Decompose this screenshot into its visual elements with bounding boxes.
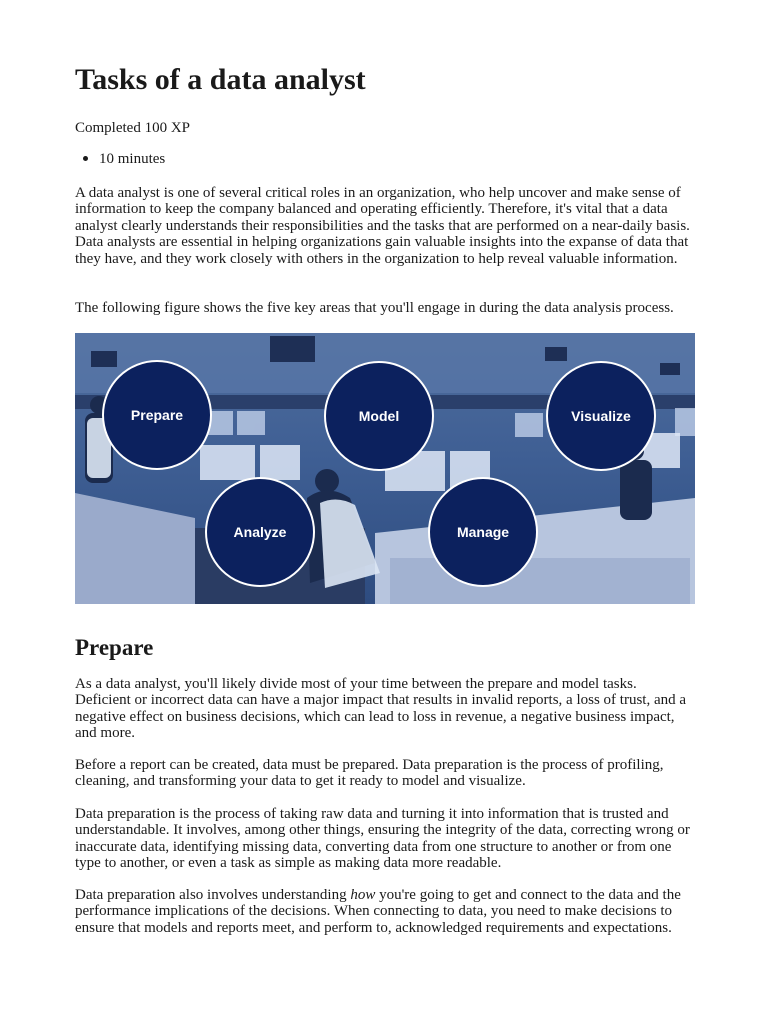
duration-list-item: [99, 150, 165, 168]
prepare-paragraph-4-end: you're going to get and connect to the data and the performance implications of the decisions. When connecting to data, you need to make decisions to ensure that models and reports meet, and perform to, acknowledged requirements and expectations.: [75, 887, 681, 936]
figure-intro-paragraph: The following figure shows the five key areas that you'll engage in during the data analysis process.: [75, 300, 674, 316]
duration-label: 10 minutes: [99, 151, 166, 167]
area-analyze: Analyze: [205, 477, 315, 587]
prepare-paragraph-4: [75, 887, 695, 936]
area-manage: Manage: [428, 477, 538, 587]
prepare-paragraph-1: As a data analyst, you'll likely divide most of your time between the prepare and model tasks. Deficient or incorrect data can have a major impact that results in invalid reports, a loss of trust, and a negative effect on business decisions, which can lead to loss in revenue, a negative business impact, and more.: [75, 676, 687, 742]
area-model: Model: [324, 361, 434, 471]
completed-xp-label: Completed 100 XP: [75, 120, 190, 136]
prepare-paragraph-4-start: Data preparation also involves understanding: [75, 887, 351, 903]
data-analysis-process-figure: [75, 333, 695, 604]
section-heading-prepare: Prepare: [75, 635, 154, 660]
prepare-paragraph-3: Data preparation is the process of taking raw data and turning it into information that is trusted and understandable. It involves, among other things, ensuring the integrity of the data, correcting wrong or inaccurate data, identifying missing data, converting data from one structure to another or from one type to another, or even a task as simple as making data more readable.: [75, 806, 690, 872]
prepare-paragraph-2: Before a report can be created, data must be prepared. Data preparation is the process of profiling, cleaning, and transforming your data to get it ready to model and visualize.: [75, 757, 664, 790]
bullet-icon: [83, 156, 88, 161]
area-visualize: Visualize: [546, 361, 656, 471]
intro-paragraph: A data analyst is one of several critical roles in an organization, who help uncover and make sense of information to keep the company balanced and operating efficiently. Therefore, it's vital that a data analyst clearly understands their responsibilities and the tasks that are performed on a near-daily basis. Data analysts are essential in helping organizations gain valuable insights into the expanse of data that they have, and they work closely with others in the organization to help reveal valuable information.: [75, 185, 690, 267]
area-prepare: Prepare: [102, 360, 212, 470]
page-title: Tasks of a data analyst: [75, 63, 366, 96]
prepare-paragraph-4-emphasis: how: [350, 887, 376, 903]
